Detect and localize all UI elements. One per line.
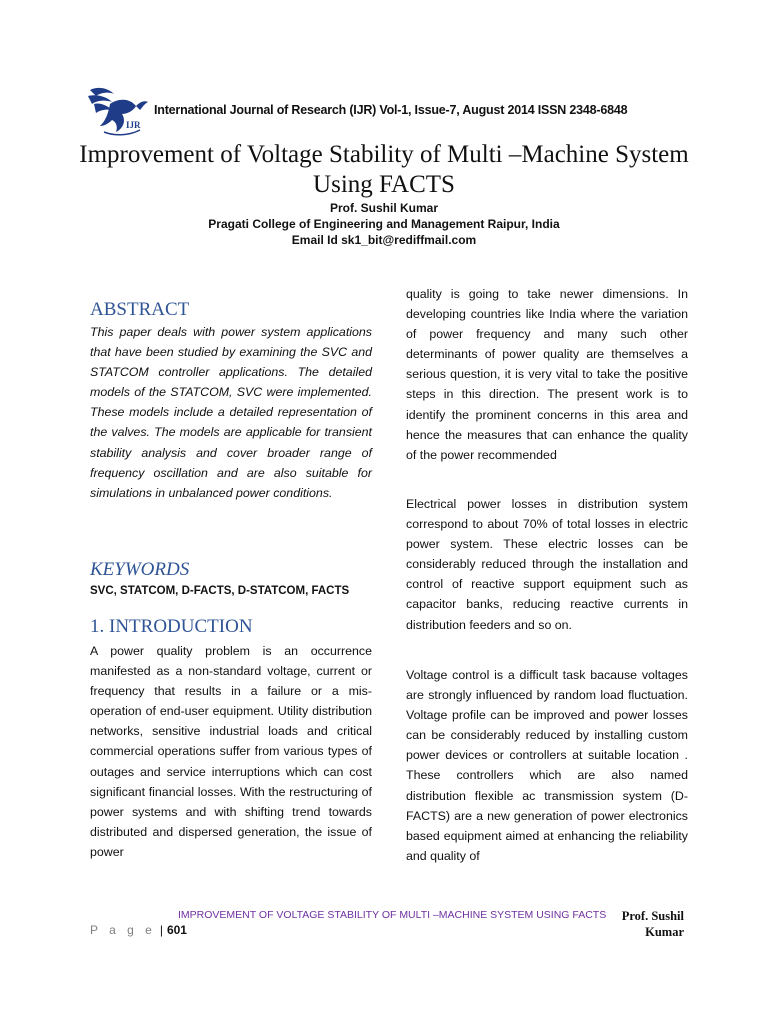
pegasus-logo-icon: [86, 80, 150, 138]
journal-logo: [86, 80, 150, 138]
paragraph-power-quality: quality is going to take newer dimensions. In developing countries like India where the variation of power frequency and many such other determinants of power quality are themselves a serious question, it is very vital to take the positive steps in this direction. The present work is to identify the prominent concerns in this area and hence the measures that can enhance the quality of the power recommended: [406, 287, 688, 462]
page-separator: |: [159, 923, 163, 937]
introduction-text: A power quality problem is an occurrence manifested as a non-standard voltage, current or frequency that results in a failure or a mis-operation of end-user equipment. Utility distribution networks, sensitive industrial loads and critical commercial operations suffer from various types of outages and service interruptions which can cost significant financial losses. With the restructuring of power systems and with shifting trend towards distributed and dispersed generation, the issue of power: [90, 644, 372, 859]
page-word: P a g e: [90, 923, 156, 937]
author-affiliation: Pragati College of Engineering and Management Raipur, India: [208, 217, 560, 231]
abstract-heading: ABSTRACT: [90, 299, 190, 320]
journal-info: International Journal of Research (IJR) Vol-1, Issue-7, August 2014 ISSN 2348-6848: [154, 103, 628, 117]
paper-title: Improvement of Voltage Stability of Multi –Machine System Using FACTS: [79, 141, 689, 198]
paragraph-voltage-control: Voltage control is a difficult task bacause voltages are strongly influenced by random load fluctuation. Voltage profile can be improved and power losses can be considerably reduced by installing custom power devices or controllers at suitable location . These controllers which are also named distribution flexible ac transmission system (D-FACTS) are a new generation of power electronics based equipment aimed at enhancing the reliability and quality of: [406, 668, 688, 863]
keywords-heading: KEYWORDS: [90, 559, 190, 580]
page-number-label: [90, 923, 187, 937]
logo-text: IJR: [126, 120, 141, 130]
author-block: [60, 200, 708, 248]
author-name: Prof. Sushil Kumar: [329, 201, 439, 215]
author-email: Email Id sk1_bit@rediffmail.com: [291, 233, 477, 247]
page-number: 601: [166, 923, 187, 937]
abstract-text: This paper deals with power system applications that have been studied by examining the SVC and STATCOM controller applications. The detailed models of the STATCOM, SVC were implemented. These models include a detailed representation of the valves. The models are applicable for transient stability analysis and cover broader range of frequency oscillation and are also suitable for simulations in unbalanced power conditions.: [90, 325, 372, 500]
paragraph-power-losses: Electrical power losses in distribution system correspond to about 70% of total losses in electric power system. These electric losses can be considerably reduced through the installation and control of reactive support equipment such as capacitor banks, reducing reactive currents in distribution feeders and so on.: [406, 497, 688, 632]
footer-running-title: IMPROVEMENT OF VOLTAGE STABILITY OF MULTI –MACHINE SYSTEM USING FACTS: [178, 909, 607, 921]
footer-author-line2: Kumar: [645, 925, 684, 939]
introduction-heading: 1. INTRODUCTION: [90, 616, 253, 637]
footer-author: [594, 908, 684, 940]
keywords-text: SVC, STATCOM, D-FACTS, D-STATCOM, FACTS: [90, 585, 350, 597]
footer-author-line1: Prof. Sushil: [621, 909, 684, 923]
